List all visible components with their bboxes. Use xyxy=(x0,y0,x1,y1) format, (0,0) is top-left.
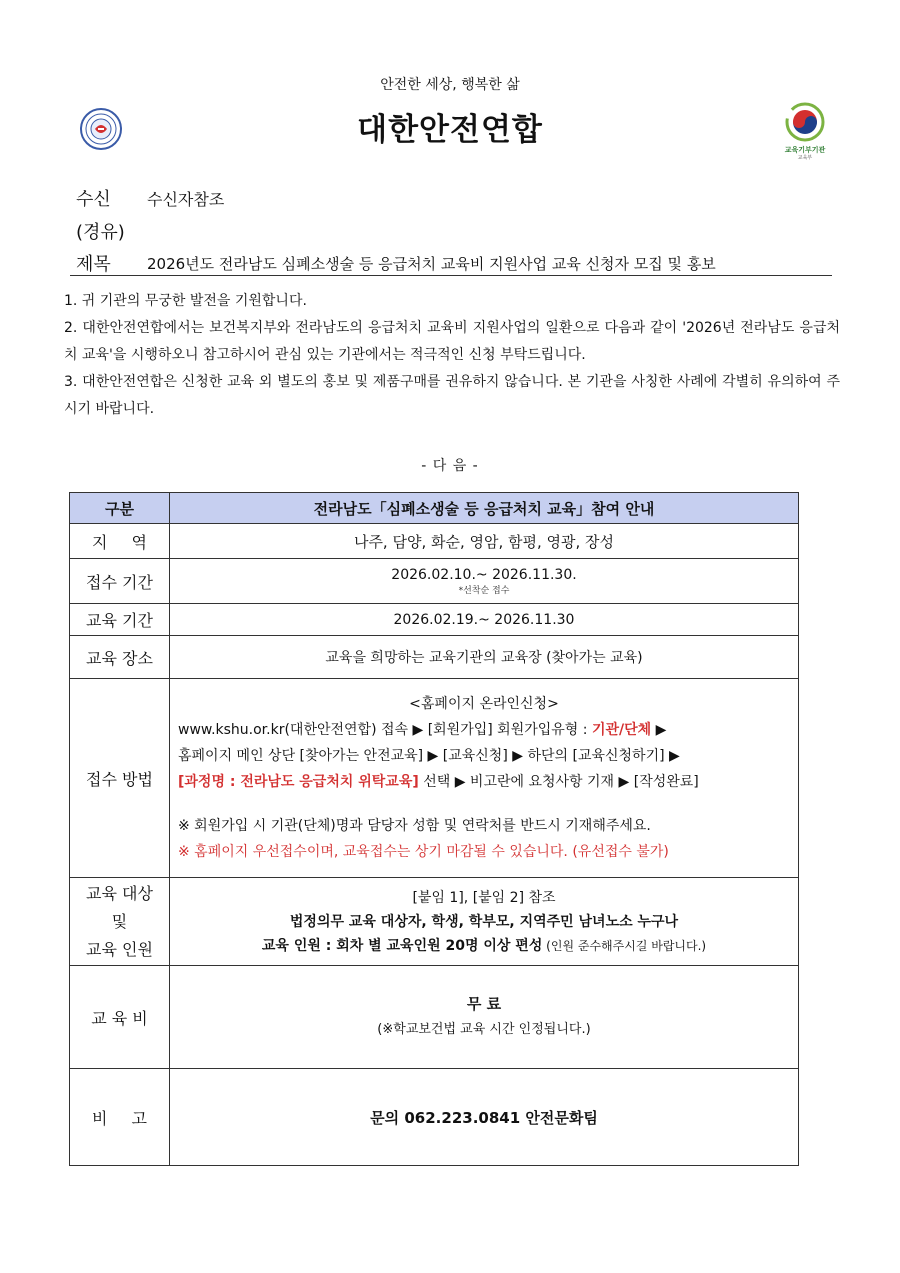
reception-period-label: 접수 기간 xyxy=(70,559,170,604)
paragraph-1: 1. 귀 기관의 무궁한 발전을 기원합니다. xyxy=(64,293,307,309)
org-title: 대한안전연합 xyxy=(357,112,543,148)
education-place-label: 교육 장소 xyxy=(70,636,170,679)
method-line-1: www.kshu.or.kr(대한안전연합) 접속 ▶ [회원가입] 회원가입유형 : 기관/단체 ▶ xyxy=(178,722,667,738)
subject-label: 제목 xyxy=(76,254,111,275)
target-line-3: 교육 인원 : 회차 별 교육인원 20명 이상 편성 (인원 준수해주시길 바랍니다.) xyxy=(261,937,707,954)
method-heading: <홈페이지 온라인신청> xyxy=(409,696,559,712)
education-donation-emblem-icon xyxy=(785,102,825,142)
info-table xyxy=(69,492,799,1166)
header-divider xyxy=(70,275,832,276)
method-line-3: [과정명 : 전라남도 응급처치 위탁교육] 선택 ▶ 비고란에 요청사항 기재 ▶ [작성완료] xyxy=(178,774,699,790)
via-label: (경유) xyxy=(76,222,125,243)
fee-label: 교 육 비 xyxy=(70,966,170,1069)
fee-cell xyxy=(170,966,799,1069)
fee-note: (※학교보건법 교육 시간 인정됩니다.) xyxy=(377,1022,591,1037)
remarks-label: 비 고 xyxy=(70,1069,170,1166)
target-label: 교육 대상 및 교육 인원 xyxy=(70,878,170,966)
recipient-label: 수신 xyxy=(76,189,111,210)
method-note-2: ※ 홈페이지 우선접수이며, 교육접수는 상기 마감될 수 있습니다. (유선접수 불가) xyxy=(178,844,669,860)
remarks-value: 문의 062.223.0841 안전문화팀 xyxy=(170,1069,799,1166)
subject-value: 2026년도 전라남도 심폐소생술 등 응급처치 교육비 지원사업 교육 신청자 모집 및 홍보 xyxy=(147,255,716,273)
target-line-1: [붙임 1], [붙임 2] 참조 xyxy=(412,889,556,906)
method-label: 접수 방법 xyxy=(70,679,170,878)
reception-period-cell xyxy=(170,559,799,604)
next-heading: - 다 음 - xyxy=(421,458,479,474)
logo-right-label: 교육기부기관 xyxy=(784,146,826,154)
method-cell xyxy=(170,679,799,878)
education-period-value: 2026.02.19.~ 2026.11.30 xyxy=(170,604,799,636)
recipient-value: 수신자참조 xyxy=(147,190,225,209)
method-line-2: 홈페이지 메인 상단 [찾아가는 안전교육] ▶ [교육신청] ▶ 하단의 [교육신청하기] ▶ xyxy=(178,748,680,764)
target-line-2: 법정의무 교육 대상자, 학생, 학부모, 지역주민 남녀노소 누구나 xyxy=(289,913,679,930)
logo-right-sub: 교육부 xyxy=(797,155,813,161)
reception-period-note: *선착순 접수 xyxy=(458,585,510,596)
education-period-label: 교육 기간 xyxy=(70,604,170,636)
method-note-1: ※ 회원가입 시 기관(단체)명과 담당자 성함 및 연락처를 반드시 기재해주세요. xyxy=(178,818,651,834)
target-cell xyxy=(170,878,799,966)
reception-period-value: 2026.02.10.~ 2026.11.30. xyxy=(391,566,577,583)
region-value: 나주, 담양, 화순, 영암, 함평, 영광, 장성 xyxy=(170,524,799,559)
education-donation-logo xyxy=(776,102,834,161)
region-label: 지 역 xyxy=(70,524,170,559)
education-place-value: 교육을 희망하는 교육기관의 교육장 (찾아가는 교육) xyxy=(170,636,799,679)
col2-header: 전라남도「심폐소생술 등 응급처치 교육」참여 안내 xyxy=(170,493,799,524)
paragraph-2: 2. 대한안전연합에서는 보건복지부와 전라남도의 응급처치 교육비 지원사업의 일환으로 다음과 같이 '2026년 전라남도 응급처치 교육'을 시행하오니 참고하시어 관심 있는 기관에서는 적극적인 신청 부탁드립니다. xyxy=(64,320,840,363)
body-paragraphs xyxy=(64,288,840,423)
slogan: 안전한 세상, 행복한 삶 xyxy=(380,77,520,93)
col1-header: 구분 xyxy=(70,493,170,524)
fee-value: 무 료 xyxy=(466,995,502,1013)
paragraph-3: 3. 대한안전연합은 신청한 교육 외 별도의 홍보 및 제품구매를 권유하지 않습니다. 본 기관을 사칭한 사례에 각별히 유의하여 주시기 바랍니다. xyxy=(64,374,840,417)
